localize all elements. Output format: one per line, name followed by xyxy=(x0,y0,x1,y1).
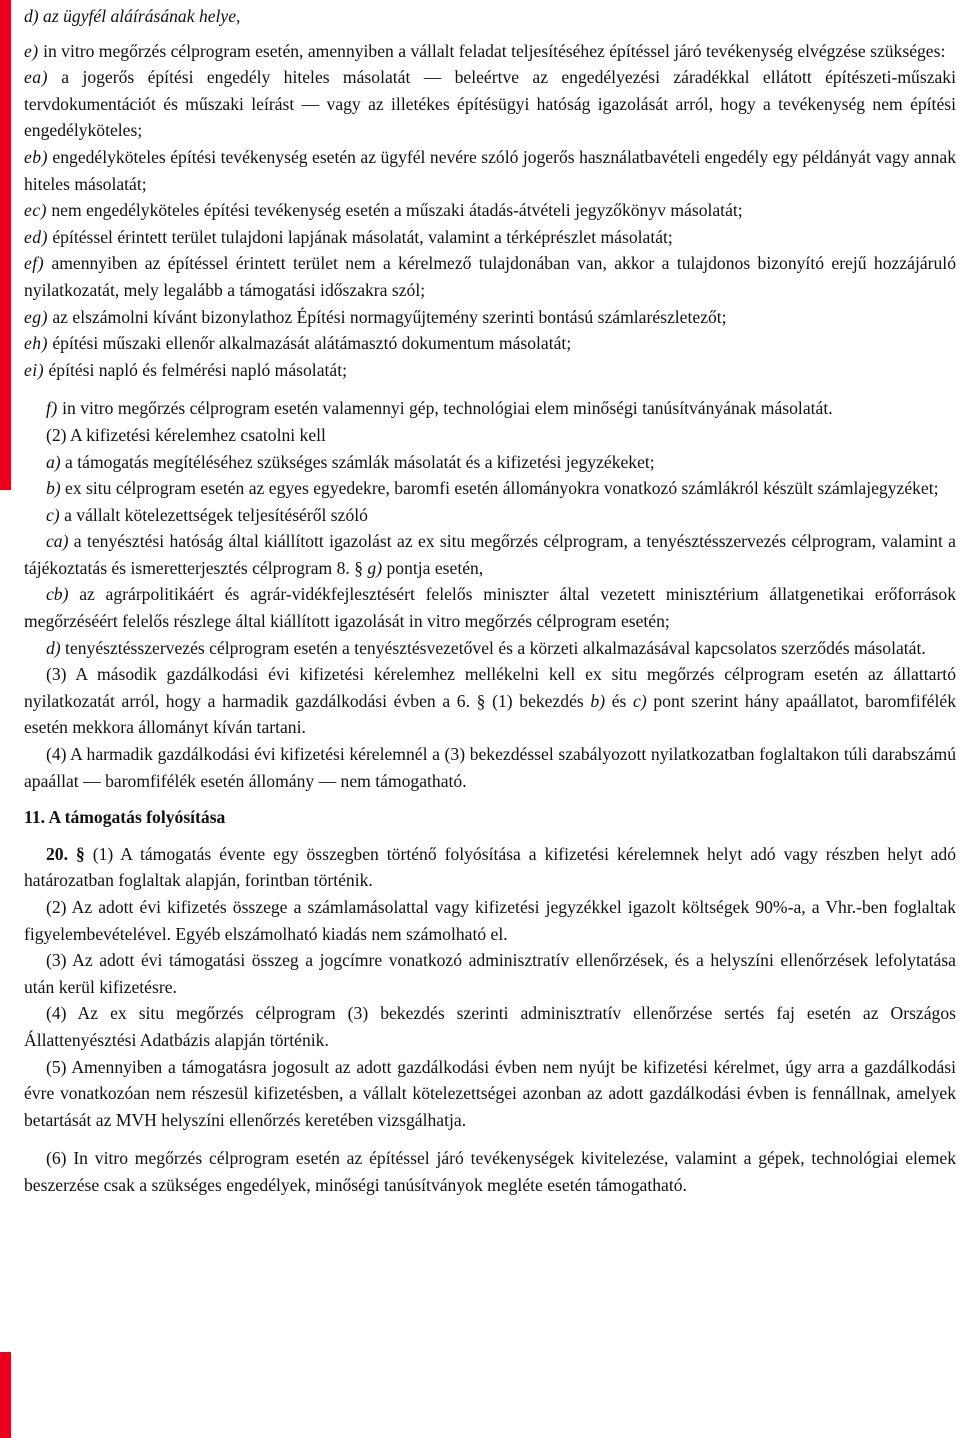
item-2a xyxy=(24,449,956,476)
item-text: építéssel érintett terület tulajdoni lapjának másolatát, valamint a térképrészlet másolatát; xyxy=(47,226,673,247)
item-2c xyxy=(24,502,956,529)
item-label: f) xyxy=(46,398,58,419)
item-text: amennyiben az építéssel érintett terület nem a kérelmező tulajdonában van, akkor a tulajdonos bizonyító erejű hozzájáruló nyilatkozatát, mely legalább a támogatási időszakra szól; xyxy=(24,253,956,300)
document-page xyxy=(24,3,956,1199)
item-text: az ügyfél aláírásának helye, xyxy=(38,6,241,26)
ref-mid: és xyxy=(605,690,634,711)
item-text: a tenyésztési hatóság által kiállított igazolást az ex situ megőrzés célprogram, a tenyésztésszervezés célprogram, valamint a tájékoztatás és ismeretterjesztés célprogram 8. § xyxy=(24,531,956,578)
item-text: tenyésztésszervezés célprogram esetén a tenyésztésvezetővel és a körzeti alkalmazásával kapcsolatos szerződés másolatát. xyxy=(60,637,926,658)
section-20-para-2 xyxy=(24,894,956,947)
change-bar-top xyxy=(0,0,11,490)
item-e xyxy=(24,38,956,65)
item-ref-text: pontja esetén, xyxy=(382,557,484,578)
item-text: a jogerős építési engedély hiteles másolatát — beleértve az engedélyezési záradékkal ellátott építészeti-műszaki tervdokumentációt és műszaki leírást — vagy az illetékes építésügyi hatóság igazolását arról, hogy a tevékenység nem építési engedélyköteles; xyxy=(24,67,956,141)
section-20-para-1 xyxy=(24,841,956,894)
item-eh xyxy=(24,330,956,357)
item-ref-label: g) xyxy=(367,557,383,578)
item-label: d) xyxy=(24,6,39,26)
item-text: nem engedélyköteles építési tevékenység esetén a műszaki átadás-átvételi jegyzőkönyv másolatát; xyxy=(46,200,743,221)
item-label: ed) xyxy=(24,226,48,247)
section-20-para-6 xyxy=(24,1145,956,1198)
item-label: eh) xyxy=(24,333,48,354)
item-2cb xyxy=(24,581,956,634)
item-label: ef) xyxy=(24,253,45,274)
item-ei xyxy=(24,357,956,384)
ref-c-label: c) xyxy=(633,690,647,711)
item-ed xyxy=(24,224,956,251)
item-text: ex situ célprogram esetén az egyes egyedekre, baromfi esetén állományokra vonatkozó számlákról készült számlajegyzéket; xyxy=(60,478,939,499)
item-label: eb) xyxy=(24,146,48,167)
section-20-para-5 xyxy=(24,1054,956,1134)
item-2ca xyxy=(24,528,956,581)
item-text: (1) A támogatás évente egy összegben történő folyósítása a kifizetési kérelemnek helyt adó vagy részben helyt adó határozatban foglaltak alapján, forintban történik. xyxy=(24,843,956,891)
item-text: in vitro megőrzés célprogram esetén valamennyi gép, technológiai elem minőségi tanúsítványának másolatát. xyxy=(57,398,833,419)
item-text: a vállalt kötelezettségek teljesítéséről szóló xyxy=(59,504,368,525)
item-text: (3) Az adott évi támogatási összeg a jogcímre vonatkozó adminisztratív ellenőrzések, és a helyszíni ellenőrzések lefolytatása után kerül kifizetésre. xyxy=(24,950,956,997)
item-2d xyxy=(24,635,956,662)
item-ec xyxy=(24,197,956,224)
item-text: engedélyköteles építési tevékenység esetén az ügyfél nevére szóló jogerős használatbavételi engedély egy példányát vagy annak hiteles másolatát; xyxy=(24,146,956,194)
item-label: b) xyxy=(46,478,61,499)
item-ea xyxy=(24,64,956,144)
item-text: (4) A harmadik gazdálkodási évi kifizetési kérelemnél a (3) bekezdéssel szabályozott nyilatkozatban foglaltakon túli darabszámú apaállat — baromfifélék esetén állomány — nem támogatható. xyxy=(24,744,956,791)
para-4 xyxy=(24,741,956,794)
item-label: a) xyxy=(46,451,61,472)
item-eg xyxy=(24,304,956,331)
section-number: 20. § xyxy=(46,843,93,864)
item-label: c) xyxy=(46,504,60,525)
change-bar-bottom xyxy=(0,1352,11,1438)
item-text: építési napló és felmérési napló másolatát; xyxy=(44,359,347,380)
item-text: az elszámolni kívánt bizonylathoz Építési normagyűjtemény szerinti bontású számlarészletezőt; xyxy=(47,306,727,327)
item-text: (6) In vitro megőrzés célprogram esetén az építéssel járó tevékenységek kivitelezése, valamint a gépek, technológiai elemek beszerzése csak a szükséges engedélyek, minőségi tanúsítványok megléte esetén támogatható. xyxy=(24,1148,956,1195)
item-text: (3) A második gazdálkodási évi kifizetési kérelemhez mellékelni kell ex situ megőrzés célprogram esetén az állattartó nyilatkozatát arról, hogy a harmadik gazdálkodási évben a 6. § (1) bekezdés xyxy=(24,664,956,711)
ref-b-label: b) xyxy=(590,690,606,711)
item-label: ei) xyxy=(24,359,45,380)
item-text: in vitro megőrzés célprogram esetén, amennyiben a vállalt feladat teljesítéséhez építéssel járó tevékenység elvégzése szükséges: xyxy=(38,40,946,61)
item-label: ec) xyxy=(24,200,47,221)
item-f xyxy=(24,395,956,422)
item-text: (5) Amennyiben a támogatásra jogosult az adott gazdálkodási évben nem nyújt be kifizetési kérelmet, úgy arra a gazdálkodási évre vonatkozóan nem részesül kifizetésben, a vállalt kötelezettségei azonban az adott gazdálkodási évben is fennállnak, amelyek betartását az MVH helyszíni ellenőrzés keretében vizsgálhatja. xyxy=(24,1056,956,1130)
item-text: az agrárpolitikáért és agrár-vidékfejlesztésért felelős miniszter által vezetett minisztérium állatgenetikai erőforrások megőrzéséért felelős részlege által kiállított igazolását in vitro megőrzés célprogram esetén; xyxy=(24,584,956,632)
ref-text: pont szerint hány apaállatot, baromfifélék esetén mekkora állományt kíván tartani. xyxy=(24,690,956,738)
section-20-para-3 xyxy=(24,947,956,1000)
item-label: ca) xyxy=(46,531,69,552)
item-text: építési műszaki ellenőr alkalmazását alátámasztó dokumentum másolatát; xyxy=(47,333,572,354)
item-text: (4) Az ex situ megőrzés célprogram (3) bekezdés szerinti adminisztratív ellenőrzése sertés faj esetén az Országos Állattenyésztési Adatbázis alapján történik. xyxy=(24,1003,956,1050)
section-title: 11. A támogatás folyósítása xyxy=(24,807,226,828)
item-text: a támogatás megítéléséhez szükséges számlák másolatát és a kifizetési jegyzékeket; xyxy=(60,451,655,472)
item-label: eg) xyxy=(24,306,48,327)
item-label: d) xyxy=(46,637,61,658)
item-label: ea) xyxy=(24,67,48,88)
para-3 xyxy=(24,661,956,741)
item-text: (2) Az adott évi kifizetés összege a számlamásolattal vagy kifizetési jegyzékkel igazolt költségek 90%-a, a Vhr.-ben foglaltak figyelembevételével. Egyéb elszámolható kiadás nem számolható el. xyxy=(24,897,956,944)
item-2b xyxy=(24,475,956,502)
item-text: (2) A kifizetési kérelemhez csatolni kell xyxy=(46,424,326,445)
item-d xyxy=(24,3,956,30)
section-20-para-4 xyxy=(24,1000,956,1053)
item-label: cb) xyxy=(46,584,69,605)
para-2-intro xyxy=(24,422,956,449)
item-label: e) xyxy=(24,40,39,61)
item-eb xyxy=(24,144,956,197)
item-ef xyxy=(24,250,956,303)
